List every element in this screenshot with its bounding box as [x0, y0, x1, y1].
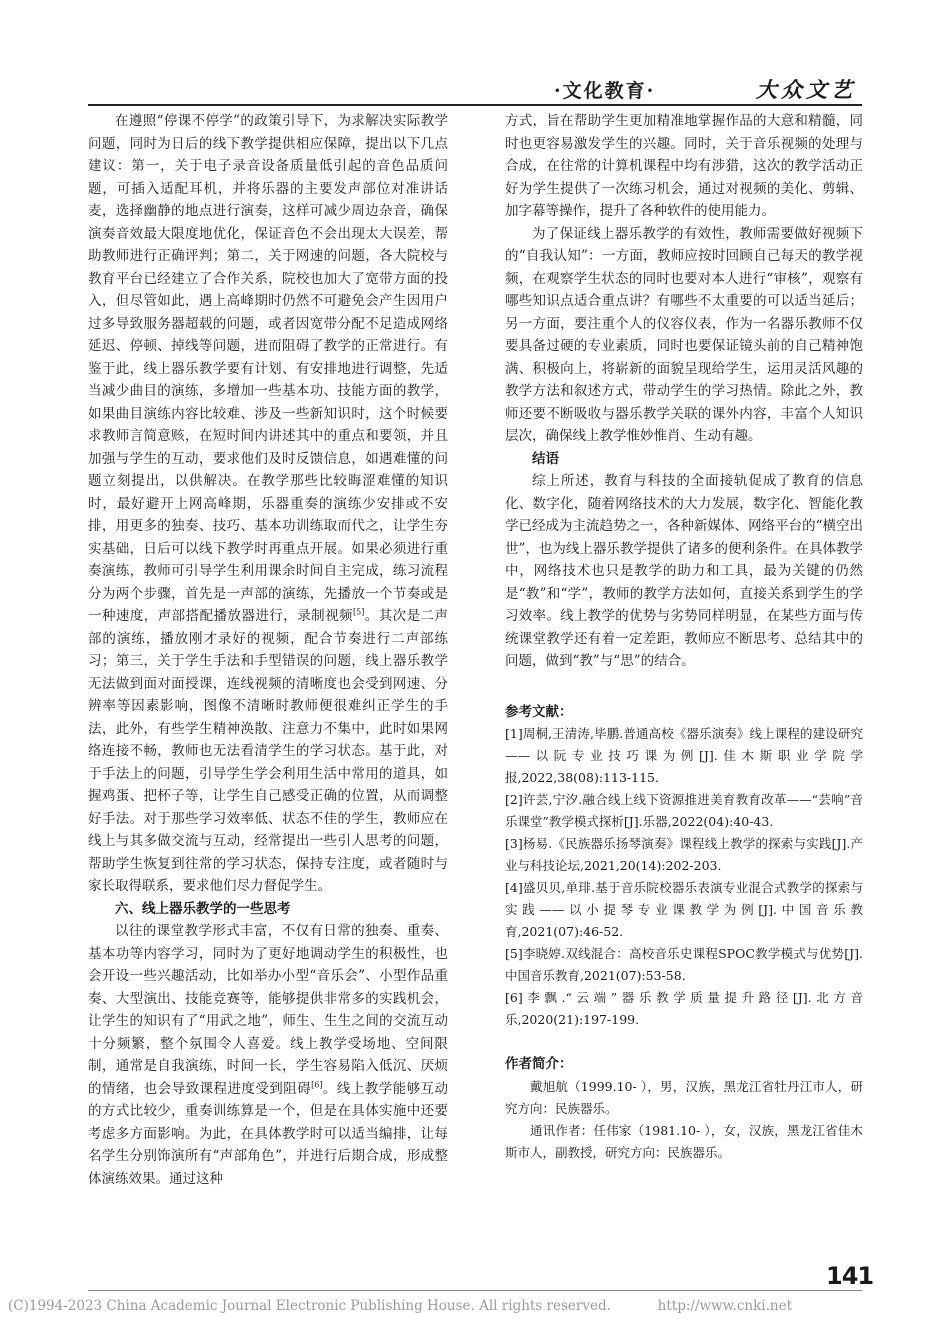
header-rule: [88, 104, 862, 106]
footer-rule: [88, 1290, 862, 1291]
reference-item: [1]周桐,王清涛,毕鹏.普通高校《器乐演奏》线上课程的建设研究——以阮专业技巧课为例[J].佳木斯职业学院学报,2022,38(08):113-115.: [505, 726, 863, 785]
citation-marker: [6]: [311, 1080, 323, 1089]
corresponding-author-bio: 通讯作者：任伟家（1981.10- ），女，汉族，黑龙江省佳木斯市人，副教授，研究方向：民族器乐。: [505, 1122, 863, 1160]
left-column: [88, 110, 448, 1190]
body-paragraph: 以往的课堂教学形式丰富，不仅有日常的独奏、重奏、基本功等内容学习，同时为了更好地调动学生的积极性，也会开设一些兴趣活动，比如举办小型“音乐会”、小型作品重奏、大型演出、技能竞赛等，能够提供非常多的实践机会，让学生的知识有了“用武之地”，师生、生生之间的交流互动十分频繁，整个氛围令人喜爱。线上教学受场地、空间限制，通常是自我演练，时间一长，学生容易陷入低沉、厌烦的情绪，也会导致课程进度受到阻碍[6]。线上教学能够互动的方式比较少，重奏训练算是一个，但是在具体实施中还要考虑多方面影响。为此，在具体教学时可以适当编排，让每名学生分别饰演所有“声部角色”，并进行后期合成，形成整体演练效果。通过这种: [88, 923, 449, 1187]
body-paragraph: 为了保证线上器乐教学的有效性，教师需要做好视频下的“自我认知”：一方面，教师应按时回顾自己每天的教学视频，在观察学生状态的同时也要对本人进行“审核”，观察有哪些知识点适合重点讲？有哪些不太重要的可以适当延后；另一方面，要注重个人的仪容仪表，作为一名器乐教师不仅要具备过硬的专业素质，同时也要保证镜头前的自己精神饱满、积极向上，将崭新的面貌呈现给学生，运用灵活风趣的教学方法和叙述方式，带动学生的学习热情。除此之外，教师还要不断吸收与器乐教学关联的课外内容，丰富个人知识层次，确保线上教学惟妙惟肖、生动有趣。: [505, 225, 863, 444]
journal-title: 大众文艺: [756, 77, 856, 102]
reference-item: [4]盛贝贝,单琲.基于音乐院校器乐表演专业混合式教学的探索与实践——以小提琴专业课教学为例[J].中国音乐教育,2021(07):46-52.: [505, 880, 863, 939]
body-paragraph: 在遵照“停课不停学”的政策引导下，为求解决实际教学问题，同时为日后的线下教学提供相应保障，提出以下几点建议：第一，关于电子录音设备质量低引起的音色品质问题，可插入适配耳机，并将乐器的主要发声部位对准讲话麦，选择幽静的地点进行演奏，这样可减少周边杂音，确保演奏音效最大限度地优化，保证音色不会出现太大误差，帮助教师进行正确评判；第二，关于网速的问题，各大院校与教育平台已经建立了合作关系，院校也加大了宽带方面的投入，但尽管如此，遇上高峰期时仍然不可避免会产生因用户过多导致服务器超载的问题，或者因宽带分配不足造成网络延迟、停顿、掉线等问题，进而阻碍了教学的正常进行。有鉴于此，线上器乐教学要有计划、有安排地进行调整，先适当减少曲目的演练，多增加一些基本功、技能方面的教学，如果曲目演练内容比较难、涉及一些新知识时，这个时候要求教师言简意赅，在短时间内讲述其中的重点和要领，并且加强与学生的互动，要求他们及时反馈信息，如遇难懂的问题立刻提出，以供解决。在教学那些比较晦涩难懂的知识时，最好避开上网高峰期，乐器重奏的演练少安排或不安排，用更多的独奏、技巧、基本功训练取而代之，让学生夯实基础，日后可以线下教学时再重点开展。如果必须进行重奏演练，教师可引导学生利用课余时间自主完成，练习流程分为两个步骤，首先是一声部的演练，先播放一个节奏或是一种速度，声部搭配播放器进行，录制视频[5]。其次是二声部的演练，播放刚才录好的视频，配合节奏进行二声部练习；第三，关于学生手法和手型错误的问题，线上器乐教学无法做到面对面授课，连线视频的清晰度也会受到网速、分辨率等因素影响，图像不清晰时教师便很难纠正学生的手法，此外，有些学生精神涣散、注意力不集中，此时如果网络连接不畅，教师也无法看清学生的学习状态。基于此，对于手法上的问题，引导学生学会利用生活中常用的道具，如握鸡蛋、把杯子等，让学生自己感受正确的位置，从而调整好手法。对于那些学习效率低、状态不佳的学生，教师应在线上与其多做交流与互动，经常提出一些引人思考的问题，帮助学生恢复到往常的学习状态，保持专注度，或者随时与家长取得联系，要求他们尽力督促学生。: [88, 113, 449, 894]
section-label: ·文化教育·: [554, 80, 656, 102]
body-paragraph: 综上所述，教育与科技的全面接轨促成了教育的信息化、数字化，随着网络技术的大力发展，数字化、智能化教学已经成为主流趋势之一，各种新媒体、网络平台的“横空出世”，也为线上器乐教学提供了诸多的便利条件。在具体教学中，网络技术也只是教学的助力和工具，最为关键的仍然是“教”和“学”，教师的教学方法如何，直接关系到学生的学习效率。线上教学的优势与劣势同样明显，在某些方面与传统课堂教学还有着一定差距，教师应不断思考、总结其中的问题，做到“教”与“思”的结合。: [505, 473, 863, 669]
right-column: [505, 110, 863, 1164]
section-heading: 六、线上器乐教学的一些思考: [115, 900, 291, 917]
author-info-heading: 作者简介：: [505, 1056, 573, 1072]
page-header: [88, 72, 862, 106]
reference-item: [6]李飘.“云端”器乐教学质量提升路径[J].北方音乐,2020(21):197-199.: [505, 990, 863, 1027]
citation-marker: [5]: [352, 607, 365, 617]
references-heading: 参考文献：: [505, 703, 573, 720]
reference-item: [3]杨易.《民族器乐扬琴演奏》课程线上教学的探索与实践[J].产业与科技论坛,2021,20(14):202-203.: [505, 836, 863, 873]
reference-item: [2]许芸,宁汐.融合线上线下资源推进美育教育改革——“芸响”音乐课堂”教学模式探析[J].乐器,2022(04):40-43.: [505, 792, 863, 829]
copyright-text: (C)1994-2023 China Academic Journal Electronic Publishing House. All rights reserved.: [8, 1298, 611, 1314]
conclusion-heading: 结语: [532, 450, 559, 467]
page-number: 141: [826, 1262, 874, 1290]
body-paragraph: 方式，旨在帮助学生更加精准地掌握作品的大意和精髓，同时也更容易激发学生的兴趣。同时，关于音乐视频的处理与合成，在往常的计算机课程中均有涉猎，这次的教学活动正好为学生提供了一次练习机会，通过对视频的美化、剪辑、加字幕等操作，提升了各种软件的使用能力。: [505, 113, 863, 219]
author-bio: 戴旭航（1999.10- ），男，汉族，黑龙江省牡丹江市人，研究方向：民族器乐。: [505, 1078, 863, 1116]
cnki-link[interactable]: http://www.cnki.net: [657, 1298, 792, 1314]
copyright-footer: [8, 1298, 942, 1314]
reference-item: [5]李晓婷.双线混合：高校音乐史课程SPOC教学模式与优势[J].中国音乐教育,2021(07):53-58.: [505, 946, 863, 983]
